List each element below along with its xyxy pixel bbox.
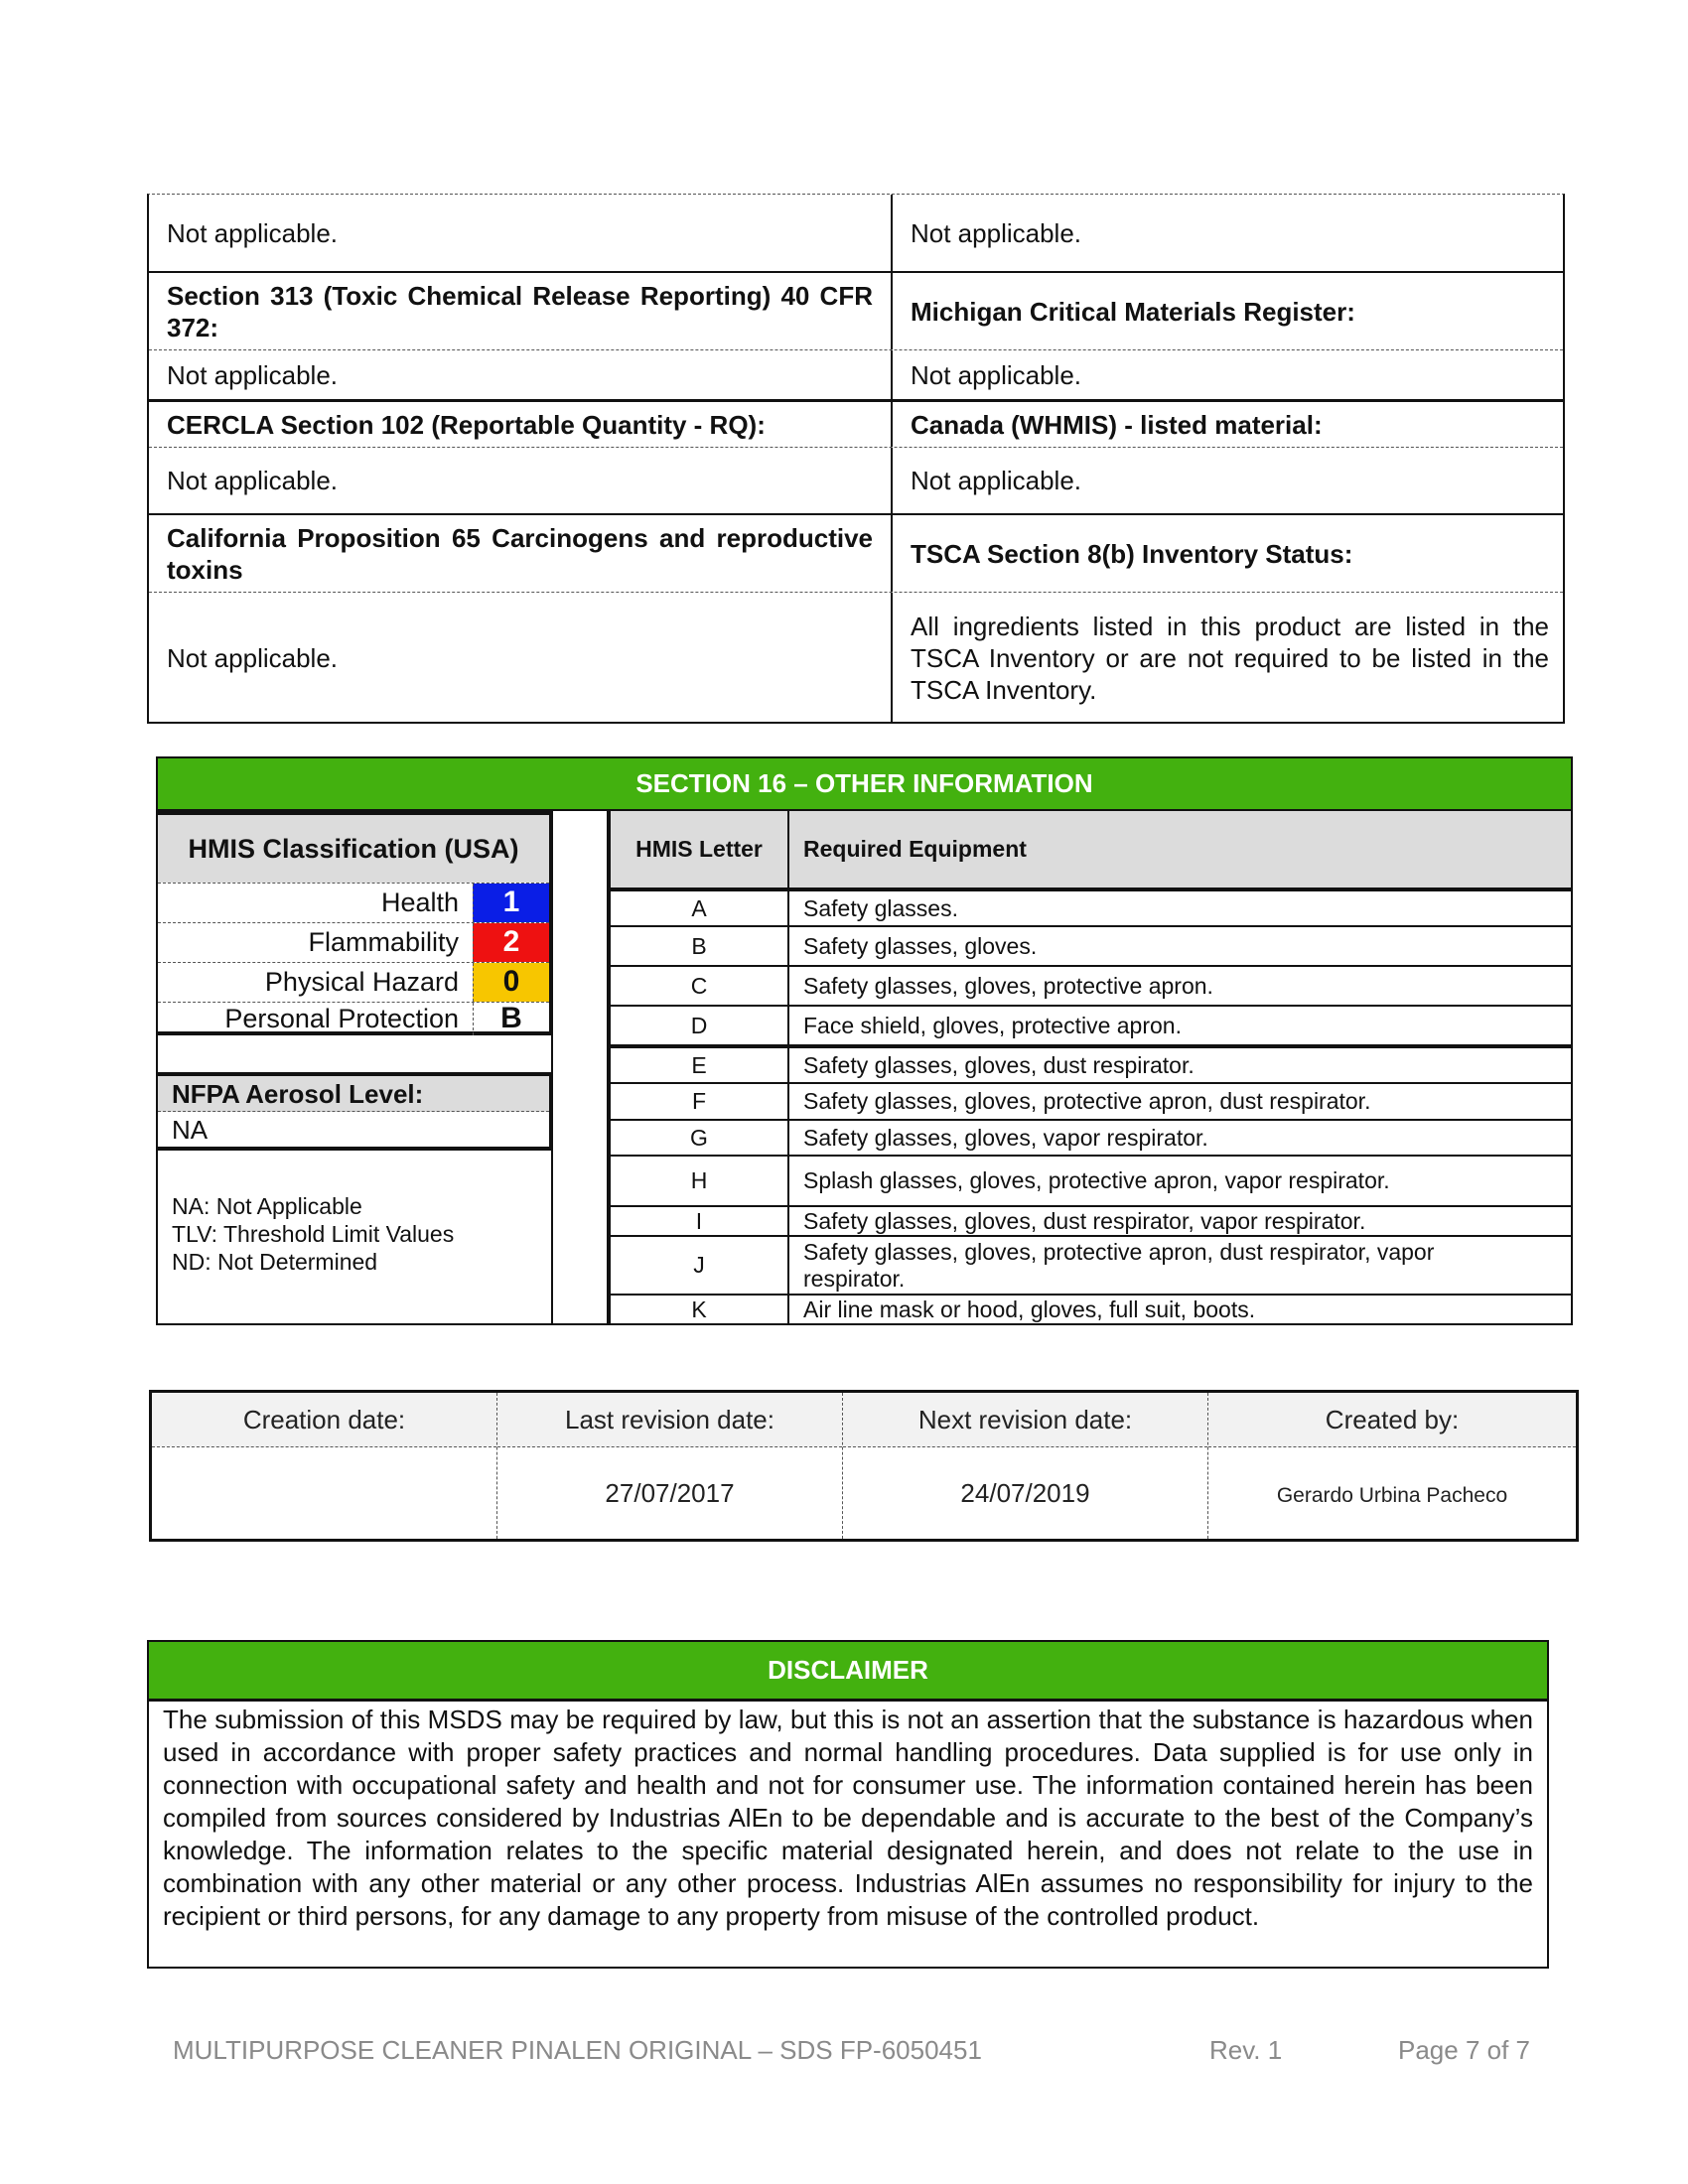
reg-row-4 xyxy=(149,399,1563,447)
table-row xyxy=(611,1235,1571,1294)
created-by-column xyxy=(1208,1393,1576,1539)
reg-row-5 xyxy=(149,447,1563,513)
required-equipment: Safety glasses, gloves, vapor respirator. xyxy=(803,1124,1208,1151)
required-equipment: Safety glasses, gloves, dust respirator. xyxy=(803,1051,1195,1078)
section-313-heading xyxy=(149,273,893,349)
spacer xyxy=(158,1035,553,1072)
legend-item: NA: Not Applicable xyxy=(172,1193,362,1219)
table-row xyxy=(611,925,1571,965)
last-revision-date-label: Last revision date: xyxy=(497,1393,842,1447)
section-16-other-information xyxy=(156,756,1573,1325)
footer-revision: Rev. 1 xyxy=(1209,2035,1283,2065)
page-footer xyxy=(173,2035,1543,2071)
regulatory-info-table xyxy=(147,194,1565,724)
reg-row-3 xyxy=(149,349,1563,399)
nfpa-aerosol-box xyxy=(158,1072,553,1151)
hmis-row-physical-hazard xyxy=(158,962,549,1002)
hmis-value-health: 1 xyxy=(473,884,549,922)
creation-date-column xyxy=(152,1393,497,1539)
hmis-letter: D xyxy=(611,1007,789,1044)
legend-item: TLV: Threshold Limit Values xyxy=(172,1221,455,1247)
required-equipment: Splash glasses, gloves, protective apron, vapor respirator. xyxy=(803,1167,1390,1193)
hmis-letter: K xyxy=(611,1296,789,1323)
hmis-letter: E xyxy=(611,1048,789,1082)
michigan-register-heading: Michigan Critical Materials Register: xyxy=(911,296,1355,327)
hmis-label: Health xyxy=(380,887,459,917)
hmis-label: Personal Protection xyxy=(224,1004,459,1033)
next-revision-date-label: Next revision date: xyxy=(843,1393,1207,1447)
reg-cell-left: Not applicable. xyxy=(149,195,893,271)
cercla-heading: CERCLA Section 102 (Reportable Quantity - RQ): xyxy=(149,402,893,447)
required-equipment: Air line mask or hood, gloves, full suit, boots. xyxy=(803,1296,1256,1322)
hmis-letter: A xyxy=(611,891,789,925)
hmis-letter: H xyxy=(611,1157,789,1205)
required-equipment: Safety glasses, gloves. xyxy=(803,932,1038,959)
last-revision-date-value: 27/07/2017 xyxy=(605,1477,735,1508)
hmis-row-health xyxy=(158,883,549,922)
required-equipment: Safety glasses, gloves, dust respirator, vapor respirator. xyxy=(803,1207,1366,1234)
reg-row-6 xyxy=(149,513,1563,592)
nfpa-aerosol-title: NFPA Aerosol Level: xyxy=(158,1076,549,1112)
hmis-letter: B xyxy=(611,927,789,965)
hmis-value-physical-hazard: 0 xyxy=(473,963,549,1002)
footer-page-number: Page 7 of 7 xyxy=(1398,2035,1530,2065)
hmis-title: HMIS Classification (USA) xyxy=(158,815,549,883)
header-hmis-letter: HMIS Letter xyxy=(611,811,789,887)
creation-date-label: Creation date: xyxy=(152,1393,496,1447)
legend-list xyxy=(172,1192,454,1276)
next-revision-date-column xyxy=(843,1393,1208,1539)
section-313-heading-text: Section 313 (Toxic Chemical Release Reporting) 40 CFR 372: xyxy=(167,280,873,342)
disclaimer-text: The submission of this MSDS may be required by law, but this is not an assertion that the substance is hazardous when used in accordance with proper safety practices and normal handling procedures. Data supplied is for use only in connection with occupational safety and health and not for consumer use. The information contained herein has been compiled from sources considered by Industrias AlEn to be dependable and is accurate to the best of the Company’s knowledge. The information relates to the specific material designated herein, and does not relate to the use in combination with any other material or any other process. Industrias AlEn assumes no responsibility for injury to the recipient or third persons, for any damage to any property from misuse of the controlled product. xyxy=(163,1705,1533,1931)
section-16-header: SECTION 16 – OTHER INFORMATION xyxy=(158,758,1571,811)
table-row xyxy=(611,1294,1571,1323)
table-row xyxy=(611,1044,1571,1082)
reg-cell-left: Not applicable. xyxy=(149,448,893,513)
creation-date-value xyxy=(152,1447,496,1539)
table-row xyxy=(611,887,1571,925)
hmis-row-flammability xyxy=(158,922,549,962)
reg-cell-right: Not applicable. xyxy=(911,359,1081,390)
hmis-value-flammability: 2 xyxy=(473,923,549,962)
reg-cell-right: Not applicable. xyxy=(911,466,1081,495)
footer-document-title: MULTIPURPOSE CLEANER PINALEN ORIGINAL – SDS FP-6050451 xyxy=(173,2035,982,2065)
hmis-label: Flammability xyxy=(308,927,459,957)
last-revision-date-column xyxy=(497,1393,843,1539)
reg-row-2 xyxy=(149,271,1563,349)
required-equipment: Safety glasses, gloves, protective apron. xyxy=(803,972,1213,999)
hmis-letter: F xyxy=(611,1084,789,1119)
hmis-label: Physical Hazard xyxy=(264,967,459,997)
disclaimer-box xyxy=(147,1640,1549,1969)
hmis-letter: J xyxy=(611,1237,789,1294)
revision-dates-table xyxy=(149,1390,1579,1542)
disclaimer-header: DISCLAIMER xyxy=(149,1642,1547,1702)
hmis-letter: C xyxy=(611,967,789,1005)
tsca-status-value xyxy=(893,593,1563,723)
table-row xyxy=(611,1119,1571,1155)
tsca-status-text: All ingredients listed in this product are listed in the TSCA Inventory or are not required to be listed in the TSCA Inventory. xyxy=(911,611,1549,705)
nfpa-aerosol-value: NA xyxy=(172,1115,209,1145)
required-equipment: Safety glasses, gloves, protective apron, dust respirator. xyxy=(803,1088,1371,1114)
hmis-letter: G xyxy=(611,1121,789,1155)
required-equipment: Face shield, gloves, protective apron. xyxy=(803,1012,1182,1038)
next-revision-date-value: 24/07/2019 xyxy=(960,1477,1090,1508)
column-gap xyxy=(553,811,609,1323)
required-equipment: Safety glasses. xyxy=(803,894,958,921)
hmis-value-personal-protection: B xyxy=(473,1003,549,1035)
reg-row-1 xyxy=(149,195,1563,271)
legend-item: ND: Not Determined xyxy=(172,1249,378,1275)
prop65-heading xyxy=(149,515,893,592)
table-row xyxy=(611,1005,1571,1044)
header-required-equipment: Required Equipment xyxy=(803,836,1027,862)
table-row xyxy=(611,965,1571,1005)
reg-row-7 xyxy=(149,592,1563,723)
reg-cell-left: Not applicable. xyxy=(149,593,893,723)
table-row xyxy=(611,1082,1571,1119)
created-by-value: Gerardo Urbina Pacheco xyxy=(1276,1484,1508,1507)
hmis-letter-table xyxy=(609,811,1571,1323)
reg-cell-left: Not applicable. xyxy=(149,350,893,399)
table-row xyxy=(611,1155,1571,1205)
hmis-letter: I xyxy=(611,1207,789,1235)
tsca-heading: TSCA Section 8(b) Inventory Status: xyxy=(911,538,1353,569)
reg-cell-right: Not applicable. xyxy=(911,217,1081,248)
table-row xyxy=(611,1205,1571,1235)
prop65-heading-text: California Proposition 65 Carcinogens and reproductive toxins xyxy=(167,522,873,585)
abbreviation-legend xyxy=(158,1151,553,1323)
hmis-classification-box xyxy=(158,811,553,1035)
canada-whmis-heading: Canada (WHMIS) - listed material: xyxy=(911,409,1323,440)
required-equipment: Safety glasses, gloves, protective apron, dust respirator, vapor respirator. xyxy=(803,1238,1435,1292)
created-by-label: Created by: xyxy=(1208,1393,1576,1447)
letter-table-header xyxy=(611,811,1571,887)
hmis-row-personal-protection xyxy=(158,1002,549,1035)
